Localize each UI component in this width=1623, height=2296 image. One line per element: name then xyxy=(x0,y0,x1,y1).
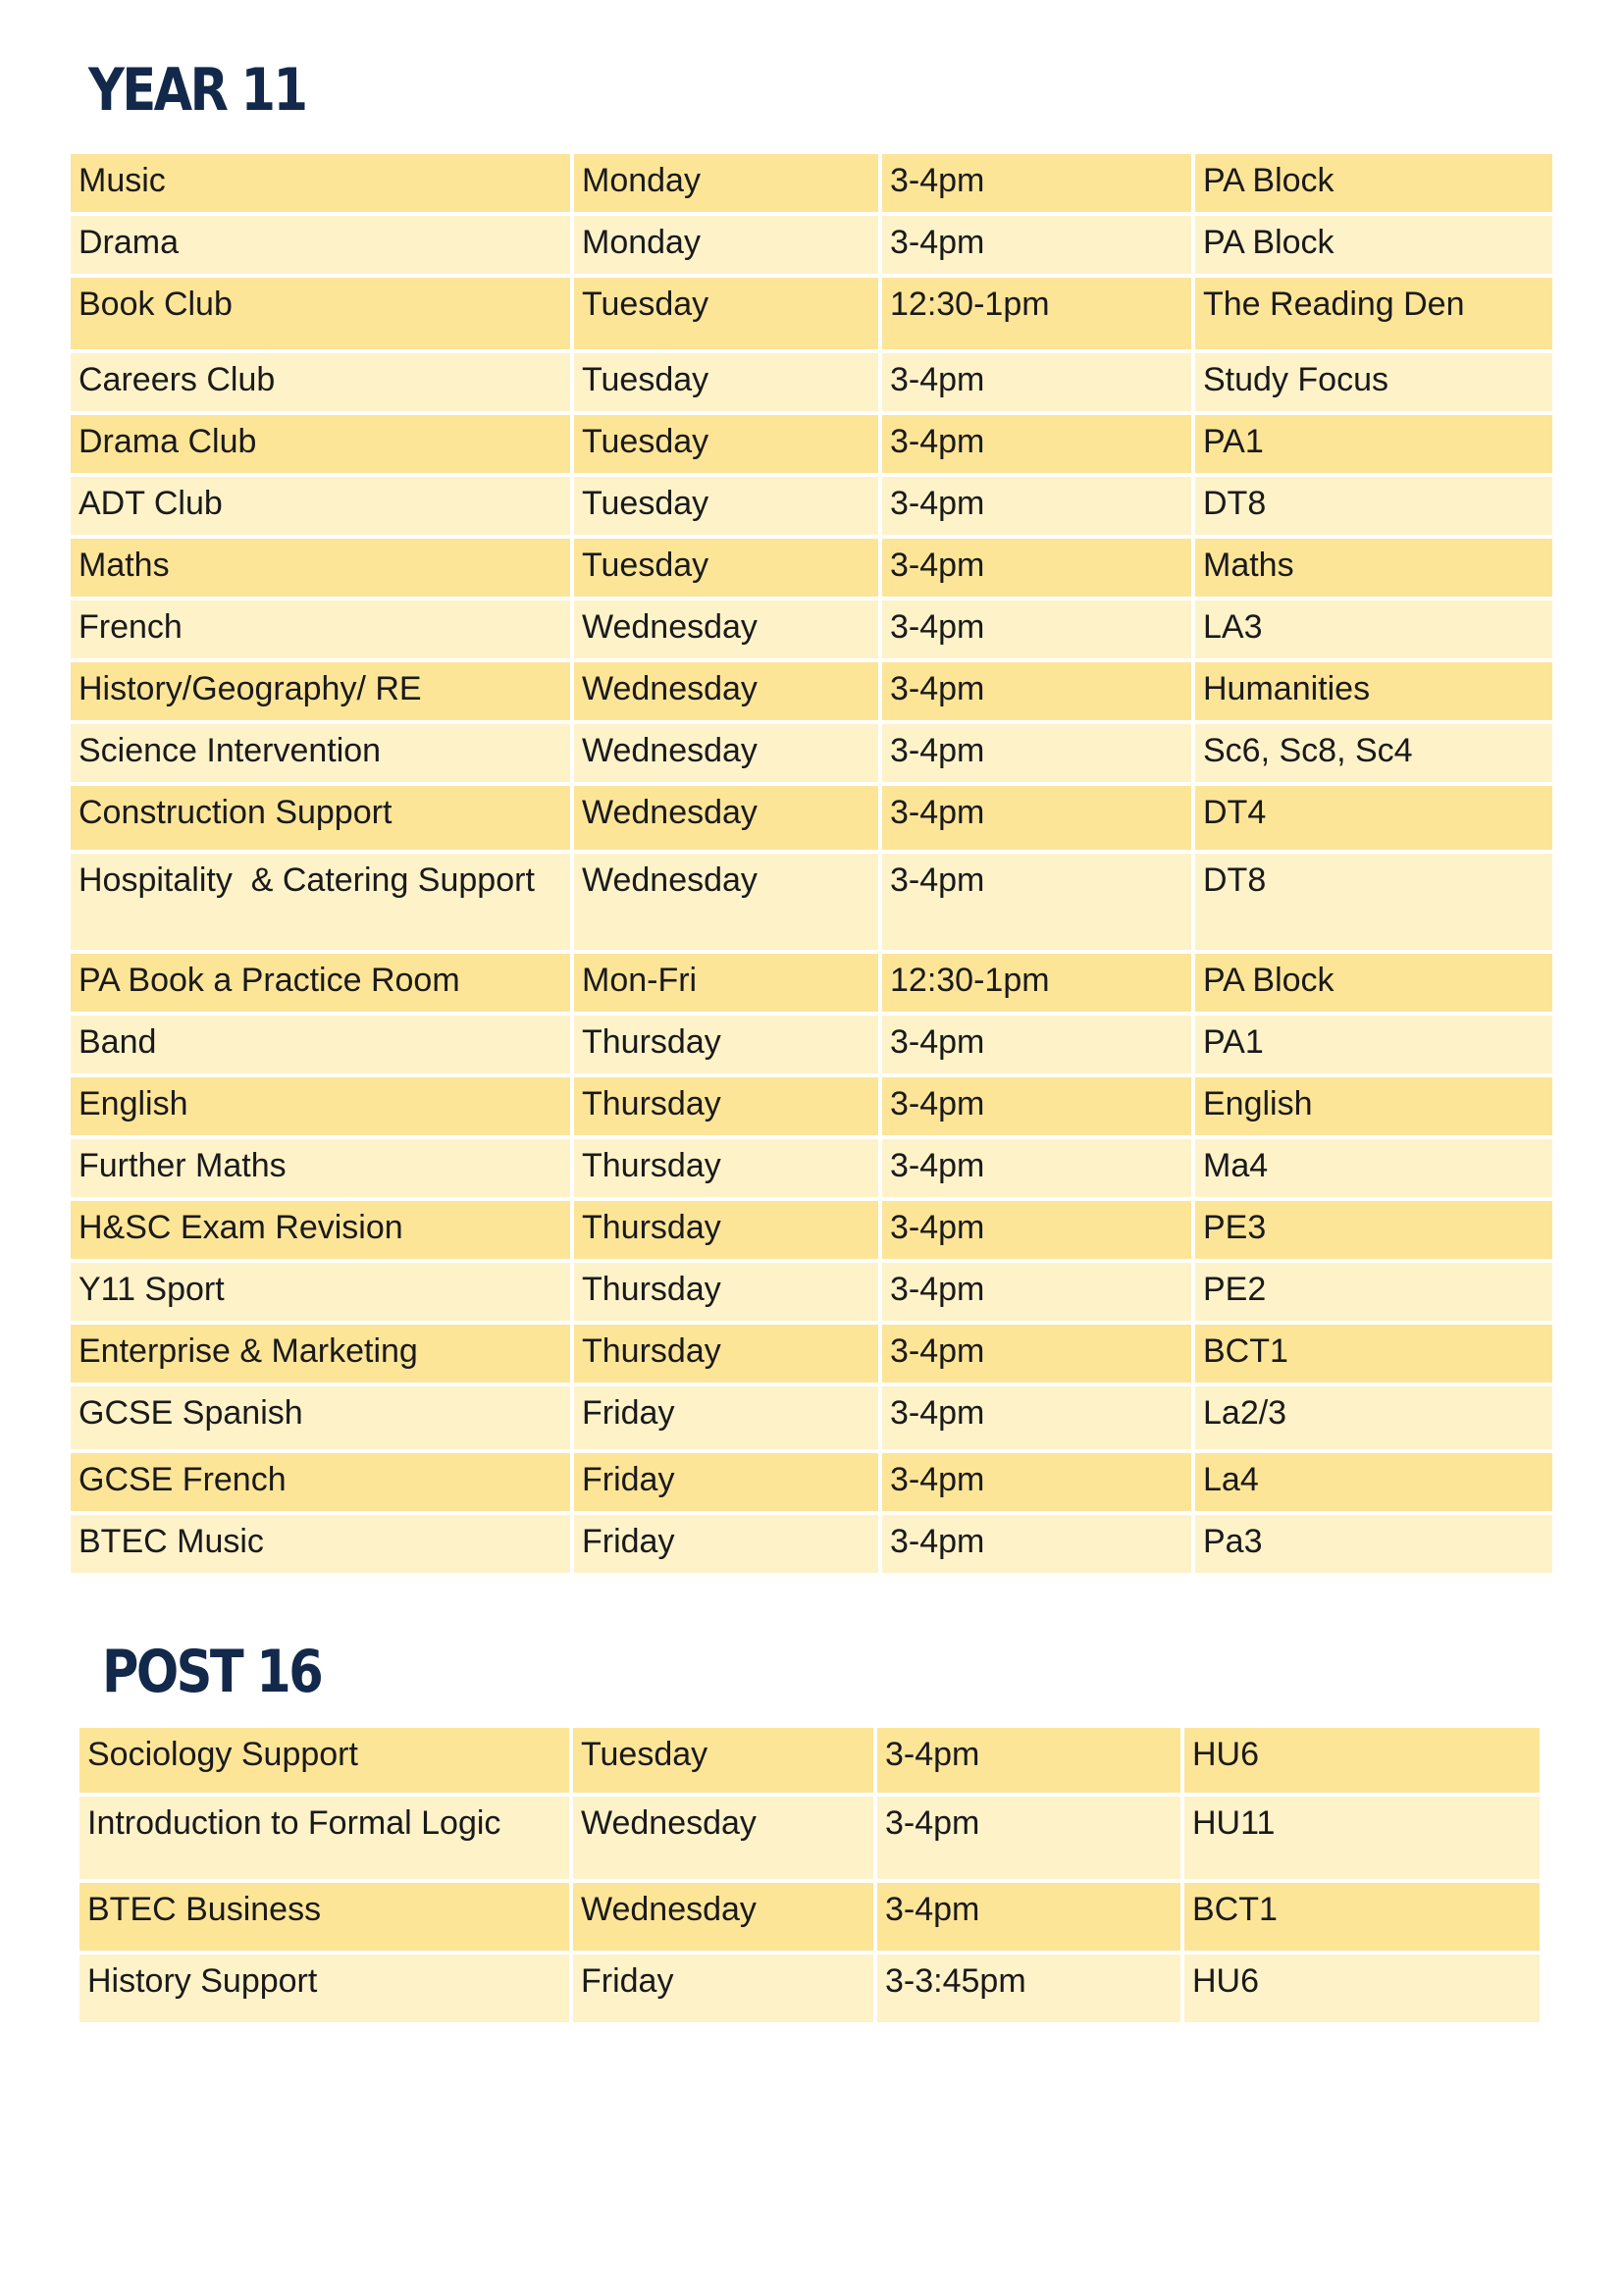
table-row xyxy=(71,1016,1552,1073)
day-cell: Monday xyxy=(574,154,878,212)
time-cell: 3-4pm xyxy=(882,854,1191,950)
activity-cell: Drama Club xyxy=(71,415,570,473)
location-cell: The Reading Den xyxy=(1195,278,1552,349)
location-cell: DT4 xyxy=(1195,786,1552,850)
activity-cell: Music xyxy=(71,154,570,212)
table-row xyxy=(71,353,1552,411)
activity-cell: History Support xyxy=(79,1955,569,2022)
table-row xyxy=(71,539,1552,597)
table-row xyxy=(71,1325,1552,1383)
day-cell: Wednesday xyxy=(573,1797,873,1879)
activity-cell: BTEC Business xyxy=(79,1883,569,1951)
table-row xyxy=(71,216,1552,274)
activity-cell: Construction Support xyxy=(71,786,570,850)
time-cell: 3-4pm xyxy=(882,154,1191,212)
table-row xyxy=(71,1263,1552,1321)
day-cell: Thursday xyxy=(574,1325,878,1383)
table-row xyxy=(71,786,1552,850)
location-cell: HU11 xyxy=(1184,1797,1540,1879)
day-cell: Mon-Fri xyxy=(574,954,878,1012)
table-row xyxy=(71,415,1552,473)
activity-cell: PA Book a Practice Room xyxy=(71,954,570,1012)
location-cell: PA Block xyxy=(1195,954,1552,1012)
activity-cell: GCSE Spanish xyxy=(71,1386,570,1449)
location-cell: Study Focus xyxy=(1195,353,1552,411)
time-cell: 3-4pm xyxy=(882,724,1191,782)
time-cell: 3-4pm xyxy=(882,662,1191,720)
table-row xyxy=(71,278,1552,349)
day-cell: Tuesday xyxy=(574,477,878,535)
table-row xyxy=(79,1955,1540,2022)
activity-cell: Enterprise & Marketing xyxy=(71,1325,570,1383)
year-11-heading: YEAR 11 xyxy=(88,56,306,125)
day-cell: Tuesday xyxy=(574,278,878,349)
location-cell: PA Block xyxy=(1195,154,1552,212)
time-cell: 3-4pm xyxy=(882,1386,1191,1449)
day-cell: Wednesday xyxy=(574,724,878,782)
day-cell: Thursday xyxy=(574,1016,878,1073)
day-cell: Wednesday xyxy=(574,600,878,658)
table-row xyxy=(71,1386,1552,1449)
year-11-timetable xyxy=(67,150,1556,1577)
table-row xyxy=(79,1883,1540,1951)
time-cell: 3-4pm xyxy=(882,1077,1191,1135)
activity-cell: Band xyxy=(71,1016,570,1073)
time-cell: 3-4pm xyxy=(882,539,1191,597)
time-cell: 3-4pm xyxy=(882,1016,1191,1073)
time-cell: 3-4pm xyxy=(882,1515,1191,1573)
day-cell: Wednesday xyxy=(574,854,878,950)
day-cell: Thursday xyxy=(574,1139,878,1197)
location-cell: PA1 xyxy=(1195,415,1552,473)
table-row xyxy=(71,1453,1552,1511)
location-cell: DT8 xyxy=(1195,477,1552,535)
location-cell: HU6 xyxy=(1184,1728,1540,1793)
day-cell: Wednesday xyxy=(574,786,878,850)
time-cell: 3-4pm xyxy=(882,600,1191,658)
table-row xyxy=(71,600,1552,658)
time-cell: 12:30-1pm xyxy=(882,278,1191,349)
time-cell: 3-4pm xyxy=(882,415,1191,473)
time-cell: 3-4pm xyxy=(882,786,1191,850)
activity-cell: Further Maths xyxy=(71,1139,570,1197)
activity-cell: Hospitality & Catering Support xyxy=(71,854,570,950)
day-cell: Wednesday xyxy=(573,1883,873,1951)
location-cell: Maths xyxy=(1195,539,1552,597)
time-cell: 12:30-1pm xyxy=(882,954,1191,1012)
day-cell: Thursday xyxy=(574,1263,878,1321)
table-row xyxy=(71,662,1552,720)
table-row xyxy=(71,724,1552,782)
location-cell: HU6 xyxy=(1184,1955,1540,2022)
activity-cell: Drama xyxy=(71,216,570,274)
day-cell: Thursday xyxy=(574,1201,878,1259)
day-cell: Thursday xyxy=(574,1077,878,1135)
time-cell: 3-3:45pm xyxy=(877,1955,1180,2022)
time-cell: 3-4pm xyxy=(882,1263,1191,1321)
activity-cell: H&SC Exam Revision xyxy=(71,1201,570,1259)
time-cell: 3-4pm xyxy=(882,1325,1191,1383)
location-cell: Humanities xyxy=(1195,662,1552,720)
activity-cell: Maths xyxy=(71,539,570,597)
location-cell: PE3 xyxy=(1195,1201,1552,1259)
activity-cell: GCSE French xyxy=(71,1453,570,1511)
table-row xyxy=(79,1797,1540,1879)
location-cell: English xyxy=(1195,1077,1552,1135)
time-cell: 3-4pm xyxy=(882,1453,1191,1511)
location-cell: PA1 xyxy=(1195,1016,1552,1073)
table-row xyxy=(71,154,1552,212)
location-cell: BCT1 xyxy=(1184,1883,1540,1951)
location-cell: Ma4 xyxy=(1195,1139,1552,1197)
activity-cell: Book Club xyxy=(71,278,570,349)
location-cell: Sc6, Sc8, Sc4 xyxy=(1195,724,1552,782)
time-cell: 3-4pm xyxy=(882,1201,1191,1259)
table-row xyxy=(71,854,1552,950)
day-cell: Monday xyxy=(574,216,878,274)
post-16-timetable xyxy=(76,1724,1544,2026)
activity-cell: French xyxy=(71,600,570,658)
location-cell: LA3 xyxy=(1195,600,1552,658)
activity-cell: Science Intervention xyxy=(71,724,570,782)
table-row xyxy=(71,1515,1552,1573)
location-cell: La4 xyxy=(1195,1453,1552,1511)
table-row xyxy=(79,1728,1540,1793)
table-row xyxy=(71,1201,1552,1259)
location-cell: Pa3 xyxy=(1195,1515,1552,1573)
day-cell: Friday xyxy=(574,1386,878,1449)
time-cell: 3-4pm xyxy=(877,1728,1180,1793)
activity-cell: English xyxy=(71,1077,570,1135)
post-16-heading: POST 16 xyxy=(102,1638,322,1706)
location-cell: PA Block xyxy=(1195,216,1552,274)
day-cell: Tuesday xyxy=(574,415,878,473)
time-cell: 3-4pm xyxy=(877,1883,1180,1951)
activity-cell: Careers Club xyxy=(71,353,570,411)
activity-cell: ADT Club xyxy=(71,477,570,535)
activity-cell: Sociology Support xyxy=(79,1728,569,1793)
day-cell: Friday xyxy=(574,1515,878,1573)
location-cell: DT8 xyxy=(1195,854,1552,950)
location-cell: PE2 xyxy=(1195,1263,1552,1321)
time-cell: 3-4pm xyxy=(882,353,1191,411)
day-cell: Tuesday xyxy=(574,353,878,411)
day-cell: Tuesday xyxy=(573,1728,873,1793)
time-cell: 3-4pm xyxy=(882,477,1191,535)
location-cell: BCT1 xyxy=(1195,1325,1552,1383)
time-cell: 3-4pm xyxy=(882,216,1191,274)
table-row xyxy=(71,1139,1552,1197)
day-cell: Friday xyxy=(573,1955,873,2022)
day-cell: Wednesday xyxy=(574,662,878,720)
time-cell: 3-4pm xyxy=(877,1797,1180,1879)
location-cell: La2/3 xyxy=(1195,1386,1552,1449)
activity-cell: BTEC Music xyxy=(71,1515,570,1573)
day-cell: Friday xyxy=(574,1453,878,1511)
activity-cell: Introduction to Formal Logic xyxy=(79,1797,569,1879)
table-row xyxy=(71,1077,1552,1135)
table-row xyxy=(71,954,1552,1012)
time-cell: 3-4pm xyxy=(882,1139,1191,1197)
activity-cell: History/Geography/ RE xyxy=(71,662,570,720)
activity-cell: Y11 Sport xyxy=(71,1263,570,1321)
day-cell: Tuesday xyxy=(574,539,878,597)
table-row xyxy=(71,477,1552,535)
